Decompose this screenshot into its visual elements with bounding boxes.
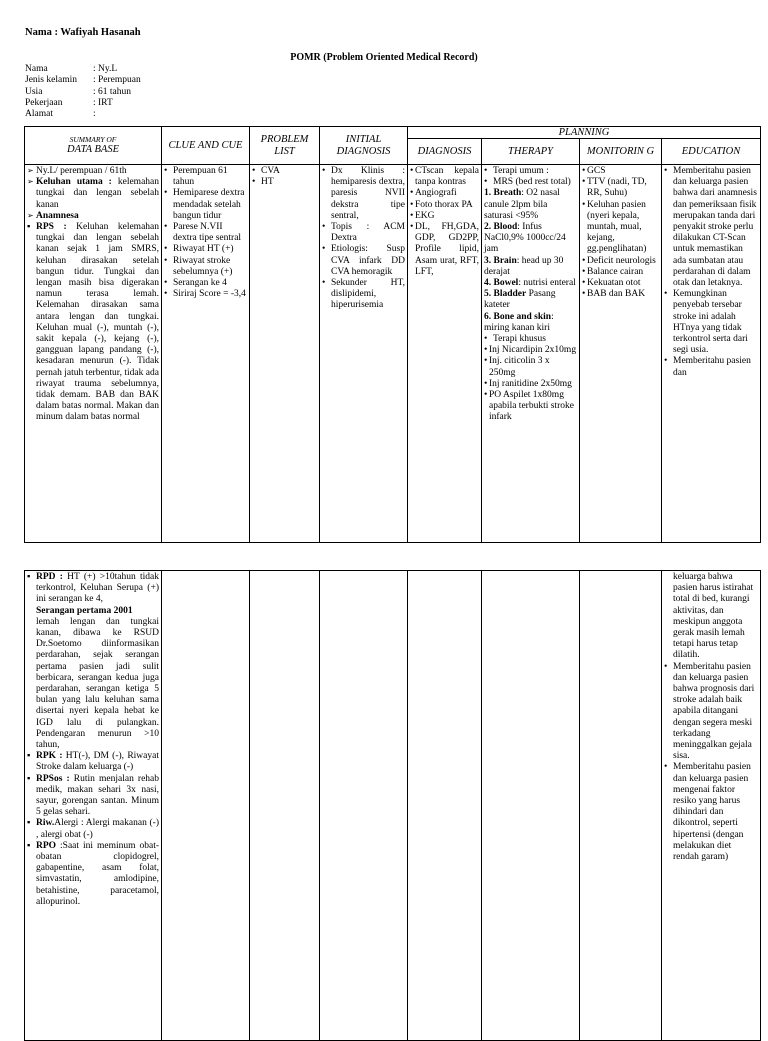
history-label: Riw. (36, 818, 55, 829)
therapy-step-text: : nutrisi enteral (518, 278, 576, 289)
cell-initial (320, 165, 408, 543)
patient-row-sex (25, 75, 141, 86)
drug-item: • Inj. citicolin 3 x 250mg (484, 356, 577, 378)
monitoring-item: • Deficit neurologis (582, 256, 659, 267)
history-item (27, 774, 159, 819)
problem-item: • CVA (252, 166, 317, 177)
cell-initial-continued (320, 571, 408, 1041)
summary-item (27, 166, 159, 177)
summary-item (27, 211, 159, 222)
history-text: Rutin menjalan rehab medik, makan sehari 3x nasi, sayur, gorengan santan. Minum 5 gelas sehari. (36, 773, 160, 818)
field-label: Jenis kelamin (25, 75, 77, 86)
history-text: HT (+) >10tahun tidak terkontrol, Keluhan Serupa (+) ini serangan ke 4, (36, 572, 159, 605)
diagnosis-item: • Angiografi (410, 188, 479, 199)
drug-item: • PO Aspilet 1x80mg apabila terbukti stroke infark (484, 390, 577, 424)
initial-item: • Etiologis: Susp CVA infark DD CVA hemoragik (322, 244, 405, 278)
cell-diagnosis-continued (408, 571, 482, 1041)
history-label: RPSos : (36, 773, 70, 784)
history-text: HT(-), DM (-), Riwayat Stroke dalam keluarga (-) (36, 751, 159, 773)
education-item: • Kemungkinan penyebab tersebar stroke ini adalah HTnya yang tidak terkontrol serta dari segi usia. (664, 289, 758, 356)
education-item: • Memberitahu pasien dan keluarga pasien mengenai faktor resiko yang harus dihindari dan dikontrol, seperti hipertensi (dengan melakukan diet rendah garam) (664, 762, 758, 863)
monitoring-item: • Kekuatan otot (582, 278, 659, 289)
header-monitoring: MONITORIN G (580, 139, 662, 165)
clue-item: • Serangan ke 4 (164, 278, 247, 289)
therapy-item: • MRS (bed rest total) (484, 177, 577, 188)
therapy-step-label: 2. Blood (484, 222, 518, 233)
summary-item (27, 222, 159, 424)
initial-item: • Dx Klinis : hemiparesis dextra, paresis NVII dekstra tipe sentral, (322, 166, 405, 222)
pomr-table-page2 (24, 570, 761, 1041)
therapy-step (484, 256, 577, 278)
clue-item: • Riwayat HT (+) (164, 244, 247, 255)
header-therapy: THERAPY (482, 139, 580, 165)
therapy-item: • Terapi khusus (484, 334, 577, 345)
monitoring-item: • GCS (582, 166, 659, 177)
history-label: RPD : (36, 572, 63, 582)
therapy-step (484, 188, 577, 222)
therapy-step-text: Pasang kateter (484, 289, 556, 311)
header-initial: INITIAL DIAGNOSIS (320, 127, 408, 165)
cell-summary-continued (25, 571, 162, 1041)
cell-education (662, 165, 761, 543)
patient-row-age (25, 87, 141, 98)
history-text: Alergi : Alergi makanan (-) , alergi obat (-) (36, 818, 159, 840)
history-item (27, 841, 159, 908)
therapy-step-text: : O2 nasal canule 2lpm bila saturasi <95% (484, 188, 560, 221)
education-item: keluarga bahwa pasien harus istirahat total di bed, kurangi aktivitas, dan meskipun anggota gerak masih lemah tetapi harus tetap dilatih. (673, 572, 754, 661)
clue-item: • Riwayat stroke sebelumnya (+) (164, 256, 247, 278)
author-name: Nama : Wafiyah Hasanah (25, 27, 141, 38)
patient-row-job (25, 98, 141, 109)
patient-row-address (25, 109, 141, 120)
history-label: RPO (36, 840, 57, 851)
drug-item: • Inj ranitidine 2x50mg (484, 379, 577, 390)
summary-label: RPS : (36, 222, 67, 233)
education-item: • Memberitahu pasien dan (664, 356, 758, 378)
therapy-step (484, 278, 577, 289)
cell-therapy-continued (482, 571, 580, 1041)
therapy-step-label: 1. Breath (484, 188, 522, 199)
summary-text: Ny.L/ perempuan / 61th (36, 166, 127, 177)
cell-problem-continued (250, 571, 320, 1041)
cell-monitoring-continued (580, 571, 662, 1041)
field-value: : (93, 109, 96, 120)
summary-text: Keluhan kelemahan tungkai dan lengan sebelah kanan sejak 1 jam SMRS, keluhan dirasakan setelah bangun tidur. Tungkai dan lengan masih bisa digerakan namun terasa lemah. Kelemahan dirasakan sama antara lengan dan tungkai. Keluhan mual (-), muntah (-), sakit kepala (-), kejang (-), gangguan lapang pandang (-), kesadaran menurun (-). Tidak pernah jatuh terbentur, tidak ada riwayat trauma sebelumnya, tidak demam. BAB dan BAK dalam batas normal. Makan dan minum dalam batas normal (36, 222, 159, 423)
therapy-step-label: 3. Brain (484, 255, 517, 266)
therapy-step-text: : miring kanan kiri (484, 311, 554, 333)
history-text: :Saat ini meminum obat-obatan clopidogrel, gabapentine, asam folat, simvastatin, amlodipine, betahistine, paracetamol, allopurinol. (36, 840, 159, 907)
history-label: RPK : (36, 751, 63, 762)
monitoring-item: • Balance cairan (582, 267, 659, 278)
initial-item: • Topis : ACM Dextra (322, 222, 405, 244)
therapy-step-label: 4. Bowel (484, 278, 519, 289)
cell-monitoring (580, 165, 662, 543)
header-summary-small: SUMMARY OF (69, 135, 117, 145)
therapy-step (484, 222, 577, 256)
field-label: Usia (25, 86, 43, 97)
initial-item: • Sekunder HT, dislipidemi, hiperurisemia (322, 278, 405, 312)
history-item (27, 818, 159, 840)
diagnosis-item: • Foto thorax PA (410, 200, 479, 211)
history-sub (36, 617, 159, 751)
monitoring-item: • Keluhan pasien (nyeri kepala, muntah, mual, kejang, gg.penglihatan) (582, 200, 659, 256)
history-label: Serangan pertama 2001 (36, 605, 133, 616)
document-title: POMR (Problem Oriented Medical Record) (290, 52, 478, 63)
history-item (27, 572, 159, 751)
problem-item: • HT (252, 177, 317, 188)
clue-item: • Parese N.VII dextra tipe sentral (164, 222, 247, 244)
patient-row-name (25, 64, 141, 75)
therapy-step (484, 289, 577, 311)
monitoring-item: • TTV (nadi, TD, RR, Suhu) (582, 177, 659, 199)
history-item (27, 751, 159, 773)
cell-diagnosis (408, 165, 482, 543)
diagnosis-item: • CTscan kepala tanpa kontras (410, 166, 479, 188)
field-value: : 61 tahun (93, 86, 131, 97)
summary-label: Keluhan utama : (36, 177, 112, 188)
field-label: Nama (25, 64, 48, 74)
summary-item (27, 177, 159, 211)
therapy-step-label: 6. Bone and skin (484, 311, 552, 322)
history-text: lemah lengan dan tungkai kanan, dibawa ke RSUD Dr.Soetomo diinformasikan perdarahan, sejak serangan pertama pasien jadi sulit berbicara, serangan kedua juga perdarahan, serangan ketiga 5 bulan yang lalu keluhan sama disertai nyeri kepala hebat ke IGD lalu di pulangkan. Pendengaran menurun >10 tahun, (36, 616, 159, 751)
field-value: : Ny.L (93, 64, 118, 74)
header-planning: PLANNING (408, 127, 761, 139)
field-value: : IRT (93, 97, 113, 108)
cell-summary (25, 165, 162, 543)
cell-education-continued (662, 571, 761, 1041)
cell-therapy (482, 165, 580, 543)
cell-clue-continued (162, 571, 250, 1041)
summary-label: Anamnesa (36, 210, 79, 221)
header-clue: CLUE AND CUE (162, 127, 250, 165)
clue-item: • Siriraj Score = -3,4 (164, 289, 247, 300)
pomr-table-page1 (24, 126, 761, 543)
patient-identity (25, 64, 141, 120)
summary-text: kelemahan tungkai dan lengan sebelah kanan (36, 177, 160, 210)
field-label: Alamat (25, 109, 53, 120)
drug-item: • Inj Nicardipin 2x10mg (484, 345, 577, 356)
diagnosis-item: • DL, FH,GDA, GDP, GD2PP, Profile lipid, Asam urat, RFT, LFT, (410, 222, 479, 278)
education-item: • Memberitahu pasien dan keluarga pasien bahwa prognosis dari stroke adalah baik apabila ditangani dengan segera meski terkadang meninggalkan gejala sisa. (664, 662, 758, 763)
history-sub (36, 606, 159, 617)
education-item: • Memberitahu pasien dan keluarga pasien bahwa dari anamnesis dan pemeriksaan fisik merupakan tanda dari penyakit stroke perlu dilakukan CT-Scan untuk memastikan ada sumbatan atau perdarahan di dalam otak dan letaknya. (664, 166, 758, 289)
therapy-step-text: : Infus NaCl0,9% 1000cc/24 jam (484, 222, 566, 255)
header-education: EDUCATION (662, 139, 761, 165)
header-problem: PROBLEM LIST (250, 127, 320, 165)
field-value: : Perempuan (93, 75, 141, 86)
header-summary (25, 127, 162, 165)
cell-clue (162, 165, 250, 543)
field-label: Pekerjaan (25, 97, 63, 108)
monitoring-item: • BAB dan BAK (582, 289, 659, 300)
therapy-step-label: 5. Bladder (484, 289, 527, 300)
clue-item: • Hemiparese dextra mendadak setelah bangun tidur (164, 188, 247, 222)
header-summary-main: DATA BASE (66, 143, 119, 155)
diagnosis-item: • EKG (410, 211, 479, 222)
cell-problem (250, 165, 320, 543)
clue-item: • Perempuan 61 tahun (164, 166, 247, 188)
header-diagnosis: DIAGNOSIS (408, 139, 482, 165)
therapy-step-text: : head up 30 derajat (484, 255, 564, 277)
therapy-item: • Terapi umum : (484, 166, 577, 177)
therapy-step (484, 312, 577, 334)
